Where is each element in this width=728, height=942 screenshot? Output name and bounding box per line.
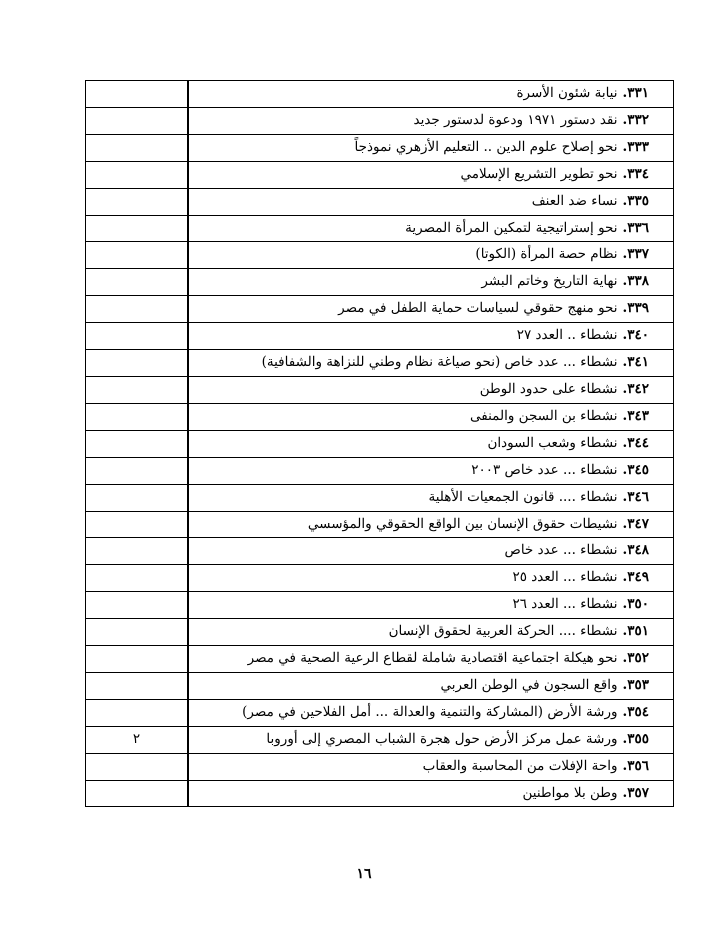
count-cell bbox=[86, 780, 188, 807]
title-cell bbox=[189, 376, 674, 403]
item-title: نشطاء ... العدد ٢٦ bbox=[512, 596, 618, 613]
title-cell bbox=[189, 726, 674, 753]
book-list-table bbox=[85, 80, 674, 807]
empty-cell bbox=[188, 323, 189, 350]
title-cell bbox=[189, 296, 674, 323]
count-cell bbox=[86, 323, 188, 350]
title-cell bbox=[189, 672, 674, 699]
empty-cell bbox=[188, 161, 189, 188]
table-row bbox=[86, 511, 674, 538]
item-number: ٣٣٧. bbox=[622, 246, 649, 263]
empty-cell bbox=[188, 753, 189, 780]
count-cell bbox=[86, 296, 188, 323]
empty-cell bbox=[188, 296, 189, 323]
title-cell bbox=[189, 619, 674, 646]
empty-cell bbox=[188, 242, 189, 269]
count-cell bbox=[86, 188, 188, 215]
count-cell bbox=[86, 430, 188, 457]
empty-cell bbox=[188, 780, 189, 807]
item-title: نقد دستور ١٩٧١ ودعوة لدستور جديد bbox=[413, 111, 618, 128]
table-row bbox=[86, 565, 674, 592]
title-cell bbox=[189, 484, 674, 511]
count-cell bbox=[86, 592, 188, 619]
table-row bbox=[86, 376, 674, 403]
count-cell bbox=[86, 269, 188, 296]
empty-cell bbox=[188, 726, 189, 753]
item-title: نشطاء .... قانون الجمعيات الأهلية bbox=[428, 488, 618, 505]
table-row bbox=[86, 592, 674, 619]
title-cell bbox=[189, 403, 674, 430]
count-cell bbox=[86, 484, 188, 511]
item-title: وطن بلا مواطنين bbox=[522, 784, 618, 801]
title-cell bbox=[189, 81, 674, 108]
count-cell bbox=[86, 511, 188, 538]
empty-cell bbox=[188, 565, 189, 592]
table-row bbox=[86, 323, 674, 350]
title-cell bbox=[189, 269, 674, 296]
table-row bbox=[86, 457, 674, 484]
table-row bbox=[86, 780, 674, 807]
count-cell bbox=[86, 376, 188, 403]
item-title: نشطاء ... العدد ٢٥ bbox=[512, 569, 618, 586]
item-title: نحو إصلاح علوم الدين .. التعليم الأزهري نموذجاً bbox=[354, 138, 618, 155]
item-number: ٣٤٢. bbox=[622, 380, 649, 397]
empty-cell bbox=[188, 134, 189, 161]
title-cell bbox=[189, 565, 674, 592]
table-row bbox=[86, 538, 674, 565]
item-title: نهاية التاريخ وخاتم البشر bbox=[481, 273, 618, 290]
empty-cell bbox=[188, 376, 189, 403]
item-title: ورشة عمل مركز الأرض حول هجرة الشباب المصري إلى أوروبا bbox=[266, 730, 618, 747]
empty-cell bbox=[188, 511, 189, 538]
item-title: نحو تطوير التشريع الإسلامي bbox=[460, 165, 618, 182]
count-cell bbox=[86, 565, 188, 592]
item-title: نحو هيكلة اجتماعية اقتصادية شاملة لقطاع الرعية الصحية في مصر bbox=[247, 650, 618, 667]
item-title: نساء ضد العنف bbox=[531, 192, 618, 209]
count-cell bbox=[86, 619, 188, 646]
empty-cell bbox=[188, 403, 189, 430]
table-row bbox=[86, 215, 674, 242]
count-cell bbox=[86, 403, 188, 430]
table-row bbox=[86, 107, 674, 134]
title-cell bbox=[189, 699, 674, 726]
empty-cell bbox=[188, 107, 189, 134]
table-row bbox=[86, 350, 674, 377]
item-number: ٣٥٥. bbox=[622, 730, 649, 747]
empty-cell bbox=[188, 430, 189, 457]
table-row bbox=[86, 134, 674, 161]
title-cell bbox=[189, 538, 674, 565]
title-cell bbox=[189, 323, 674, 350]
count-cell bbox=[86, 215, 188, 242]
title-cell bbox=[189, 107, 674, 134]
table-row bbox=[86, 726, 674, 753]
item-title: نشطاء .... الحركة العربية لحقوق الإنسان bbox=[388, 623, 618, 640]
table-row bbox=[86, 81, 674, 108]
item-number: ٣٤١. bbox=[622, 354, 649, 371]
item-title: نشطاء بن السجن والمنفى bbox=[470, 407, 618, 424]
item-number: ٣٣٦. bbox=[622, 219, 649, 236]
table-row bbox=[86, 188, 674, 215]
item-number: ٣٤٣. bbox=[622, 407, 649, 424]
count-cell bbox=[86, 81, 188, 108]
count-cell bbox=[86, 134, 188, 161]
table-row bbox=[86, 403, 674, 430]
empty-cell bbox=[188, 188, 189, 215]
count-cell bbox=[86, 242, 188, 269]
empty-cell bbox=[188, 484, 189, 511]
title-cell bbox=[189, 592, 674, 619]
item-title: واحة الإفلات من المحاسبة والعقاب bbox=[422, 757, 618, 774]
item-number: ٣٤٦. bbox=[622, 488, 649, 505]
table-row bbox=[86, 484, 674, 511]
item-number: ٣٤٨. bbox=[622, 542, 649, 559]
count-cell bbox=[86, 350, 188, 377]
title-cell bbox=[189, 511, 674, 538]
count-cell bbox=[86, 699, 188, 726]
title-cell bbox=[189, 780, 674, 807]
table-row bbox=[86, 269, 674, 296]
title-cell bbox=[189, 242, 674, 269]
item-title: نظام حصة المرأة (الكوتا) bbox=[475, 246, 618, 263]
count-cell bbox=[86, 457, 188, 484]
item-number: ٣٤٠. bbox=[622, 327, 649, 344]
item-title: نيابة شئون الأسرة bbox=[516, 85, 618, 101]
count-cell bbox=[86, 672, 188, 699]
count-cell bbox=[86, 646, 188, 673]
item-number: ٣٥١. bbox=[622, 623, 649, 640]
title-cell bbox=[189, 161, 674, 188]
empty-cell bbox=[188, 457, 189, 484]
empty-cell bbox=[188, 350, 189, 377]
item-title: نشطاء .. العدد ٢٧ bbox=[516, 327, 618, 344]
count-cell bbox=[86, 161, 188, 188]
item-title: نشطاء ... عدد خاص bbox=[504, 542, 618, 559]
table-row bbox=[86, 699, 674, 726]
count-cell bbox=[86, 538, 188, 565]
count-cell bbox=[86, 107, 188, 134]
item-number: ٣٣٣. bbox=[622, 138, 649, 155]
table-row bbox=[86, 672, 674, 699]
title-cell bbox=[189, 134, 674, 161]
page-number: ١٦ bbox=[356, 866, 372, 882]
item-number: ٣٣٨. bbox=[622, 273, 649, 290]
item-number: ٣٥٠. bbox=[622, 596, 649, 613]
empty-cell bbox=[188, 646, 189, 673]
item-title: ورشة الأرض (المشاركة والتنمية والعدالة ... أمل الفلاحين في مصر) bbox=[242, 703, 618, 720]
item-number: ٣٥٧. bbox=[622, 784, 649, 801]
empty-cell bbox=[188, 215, 189, 242]
title-cell bbox=[189, 350, 674, 377]
item-number: ٣٥٣. bbox=[622, 676, 649, 693]
table-row bbox=[86, 619, 674, 646]
item-number: ٣٥٦. bbox=[622, 757, 649, 774]
table-row bbox=[86, 242, 674, 269]
table-row bbox=[86, 296, 674, 323]
item-title: نشطاء ... عدد خاص ٢٠٠٣ bbox=[471, 461, 618, 478]
item-number: ٣٤٧. bbox=[622, 515, 649, 532]
item-title: واقع السجون في الوطن العربي bbox=[440, 676, 618, 693]
item-title: نحو إستراتيجية لتمكين المرأة المصرية bbox=[405, 219, 618, 236]
empty-cell bbox=[188, 619, 189, 646]
item-number: ٣٣١. bbox=[622, 85, 649, 101]
empty-cell bbox=[188, 269, 189, 296]
item-number: ٣٣٤. bbox=[622, 165, 649, 182]
empty-cell bbox=[188, 672, 189, 699]
item-number: ٣٤٤. bbox=[622, 434, 649, 451]
table-row bbox=[86, 646, 674, 673]
item-number: ٣٤٥. bbox=[622, 461, 649, 478]
item-title: نشطاء وشعب السودان bbox=[487, 434, 618, 451]
item-number: ٣٥٢. bbox=[622, 650, 649, 667]
item-number: ٣٣٥. bbox=[622, 192, 649, 209]
table-row bbox=[86, 430, 674, 457]
item-title: نشطاء على حدود الوطن bbox=[479, 380, 618, 397]
item-title: نشيطات حقوق الإنسان بين الواقع الحقوقي والمؤسسي bbox=[307, 515, 618, 532]
table-row bbox=[86, 753, 674, 780]
item-number: ٣٥٤. bbox=[622, 703, 649, 720]
item-number: ٣٣٢. bbox=[622, 111, 649, 128]
count-cell bbox=[86, 753, 188, 780]
empty-cell bbox=[188, 81, 189, 108]
empty-cell bbox=[188, 538, 189, 565]
empty-cell bbox=[188, 592, 189, 619]
table-row bbox=[86, 161, 674, 188]
title-cell bbox=[189, 457, 674, 484]
item-number: ٣٤٩. bbox=[622, 569, 649, 586]
item-title: نحو منهج حقوقي لسياسات حماية الطفل في مصر bbox=[338, 300, 618, 317]
item-number: ٣٣٩. bbox=[622, 300, 649, 317]
title-cell bbox=[189, 646, 674, 673]
empty-cell bbox=[188, 699, 189, 726]
title-cell bbox=[189, 188, 674, 215]
title-cell bbox=[189, 430, 674, 457]
count-cell: ٢ bbox=[86, 726, 188, 753]
item-title: نشطاء ... عدد خاص (نحو صياغة نظام وطني للنزاهة والشفافية) bbox=[261, 354, 618, 371]
title-cell bbox=[189, 215, 674, 242]
title-cell bbox=[189, 753, 674, 780]
